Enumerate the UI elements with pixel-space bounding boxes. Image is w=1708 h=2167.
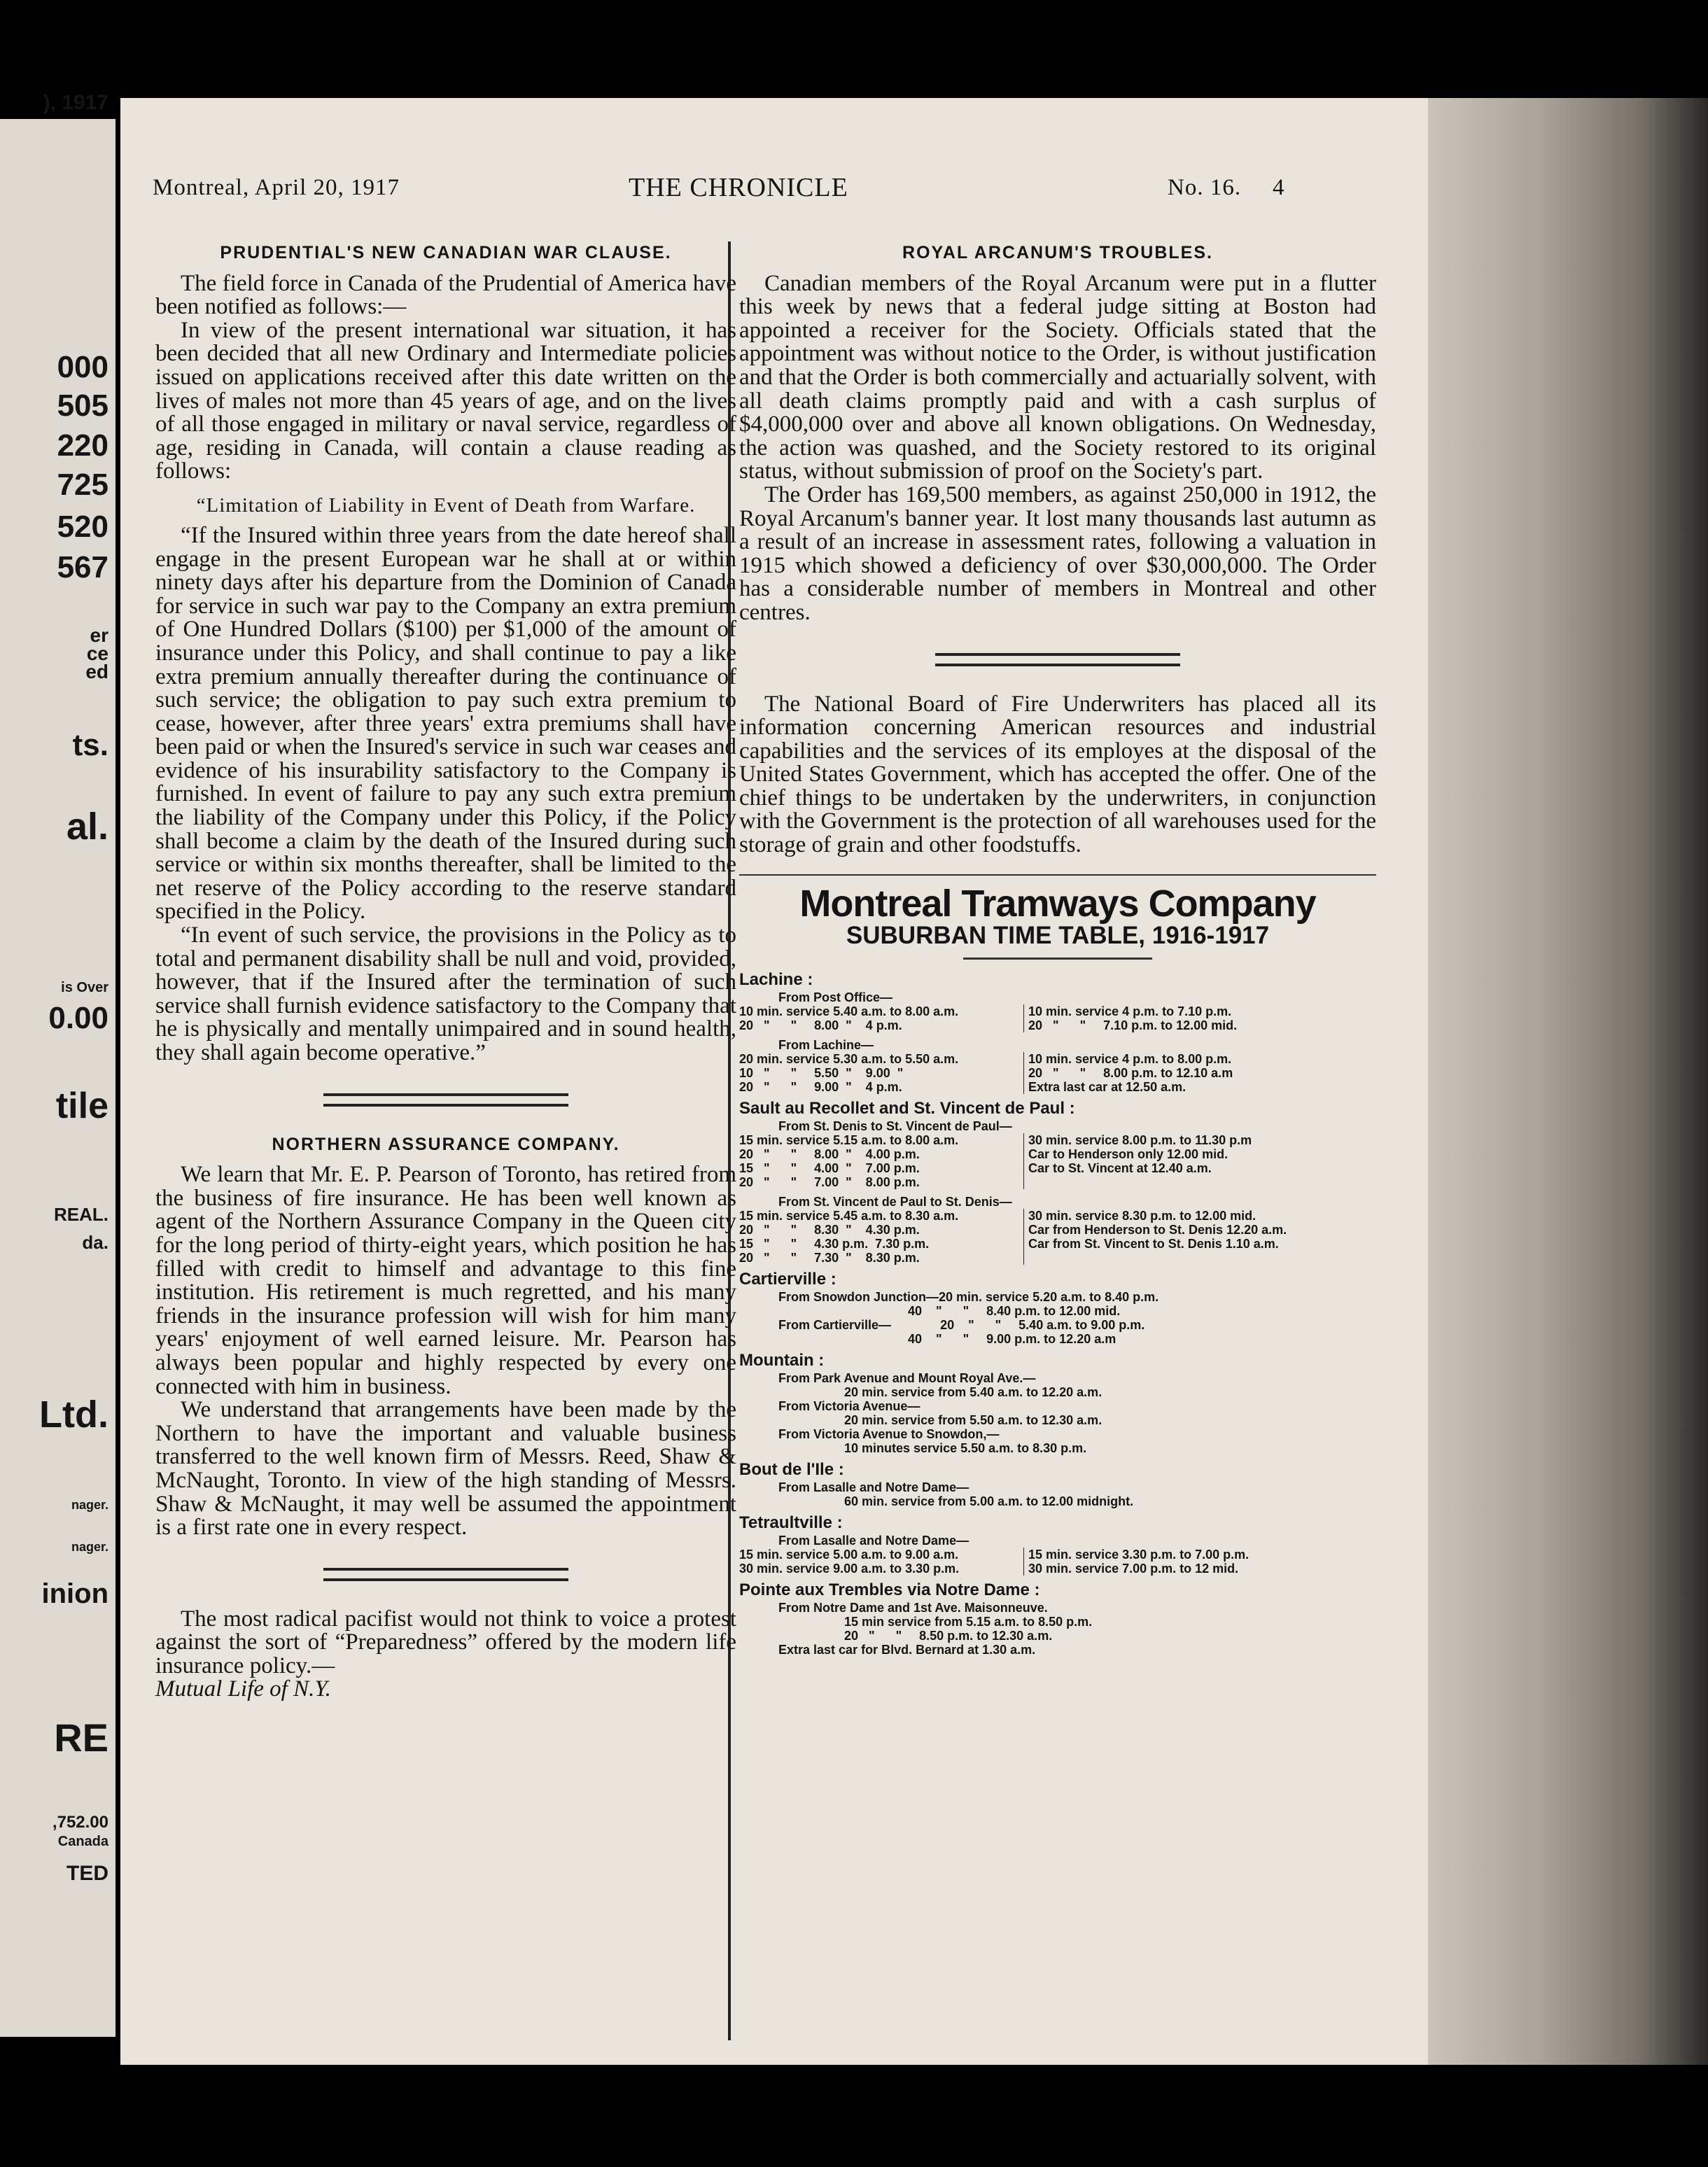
from-label: From St. Denis to St. Vincent de Paul—: [778, 1118, 1012, 1133]
header-page: 4: [1273, 175, 1285, 200]
schedule-row: 10 min. service 4 p.m. to 7.10 p.m.: [1028, 1004, 1232, 1018]
separator: [323, 1093, 568, 1107]
arcanum-p2: The Order has 169,500 members, as against 250,000 in 1912, the Royal Arcanum's banner year. It lost many thousands last autumn as a result of an increase in assessment rates, following a valuation in 1915 which showed a deficiency of over $30,000,000. The Order has a considerable number of members in Montreal and other centres.: [739, 482, 1376, 625]
fragment-text: ce: [86, 643, 108, 664]
arcanum-heading: ROYAL ARCANUM'S TROUBLES.: [902, 243, 1213, 262]
fragment-text: Ltd.: [39, 1394, 108, 1436]
fragment-text: nager.: [71, 1498, 108, 1512]
schedule-row: 10 " " 5.50 " 9.00 ": [739, 1065, 904, 1080]
pacifist-source: Mutual Life of N.Y.: [155, 1676, 331, 1702]
fragment-text: ts.: [72, 728, 108, 762]
prudential-p3: “If the Insured within three years from the date hereof shall engage in the present European war he shall at or within ninety days after his departure from the Dominion of Canada for service in such war pay to the Company an extra premium of One Hundred Dollars ($100) per $1,000 of the amount of insurance under this Policy, and shall continue to pay a like extra premium annually thereafter during the continuance of such service; the obligation to pay such extra premium to cease, however, after three years' extra premiums shall have been paid or when the Insured's service in such war ceases and evidence of his insurability satisfactory to the Company is furnished. In event of failure to pay any such extra premium the liability of the Company under this Policy, if the Policy shall become a claim by the death of the Insured during such service or within six months thereafter, shall be limited to the net reserve of the Policy according to the reserve standard specified in the Policy.: [155, 522, 736, 925]
schedule-row: 20 " " 7.30 " 8.30 p.m.: [739, 1250, 920, 1265]
separator: [323, 1568, 568, 1581]
schedule-row: 30 min. service 8.00 p.m. to 11.30 p.m: [1028, 1132, 1252, 1147]
fragment-text: da.: [82, 1232, 108, 1253]
schedule-row: From Notre Dame and 1st Ave. Maisonneuve.: [778, 1600, 1048, 1615]
schedule-row: 40 " " 9.00 p.m. to 12.20 a.m: [778, 1331, 1116, 1346]
fragment-text: 567: [57, 550, 108, 584]
tramways-title: Montreal Tramways Company: [799, 882, 1316, 925]
fragment-text: 000: [57, 350, 108, 384]
schedule-row: 30 min. service 7.00 p.m. to 12 mid.: [1028, 1561, 1239, 1576]
schedule-row: 20 " " 8.30 " 4.30 p.m.: [739, 1222, 920, 1237]
schedule-row: 15 " " 4.00 " 7.00 p.m.: [739, 1160, 920, 1175]
schedule-row: 20 " " 7.10 p.m. to 12.00 mid.: [1028, 1018, 1238, 1032]
prudential-p1: The field force in Canada of the Prudential of America have been notified as follows:—: [155, 270, 736, 320]
tramways-subtitle: SUBURBAN TIME TABLE, 1916-1917: [846, 922, 1270, 950]
fragment-text: 505: [57, 388, 108, 423]
schedule-row: 15 min. service 5.45 a.m. to 8.30 a.m.: [739, 1208, 959, 1223]
fragment-text: ed: [85, 661, 108, 682]
schedule-row: From Park Avenue and Mount Royal Ave.—: [778, 1370, 1036, 1385]
left-column: [155, 241, 736, 1702]
section-mountain: Mountain :: [739, 1350, 825, 1370]
schedule-row: From Victoria Avenue to Snowdon,—: [778, 1426, 1000, 1441]
fragment-text: RE: [54, 1716, 108, 1760]
from-label: From Lasalle and Notre Dame—: [778, 1533, 969, 1548]
pacifist-text: The most radical pacifist would not think to voice a protest against the sort of “Preparedness” offered by the modern life insurance policy.— Mutual Life of N.Y.: [155, 1606, 736, 1702]
schedule-row: 20 min. service 5.30 a.m. to 5.50 a.m.: [739, 1051, 959, 1066]
schedule-grid: [739, 1548, 1376, 1576]
schedule-grid: [739, 1209, 1376, 1265]
fragment-text: inion: [41, 1578, 108, 1609]
schedule-row: From Victoria Avenue—: [778, 1398, 920, 1413]
schedule-row: 30 min. service 8.30 p.m. to 12.00 mid.: [1028, 1208, 1256, 1223]
schedule-grid: [739, 1004, 1376, 1032]
from-label: From St. Vincent de Paul to St. Denis—: [778, 1194, 1012, 1209]
schedule-row: Extra last car at 12.50 a.m.: [1028, 1079, 1186, 1094]
schedule-row: 15 min. service 3.30 p.m. to 7.00 p.m.: [1028, 1547, 1250, 1562]
fragment-text: 725: [57, 468, 108, 502]
prudential-p4: “In event of such service, the provisions in the Policy as to total and permanent disability shall be null and void, provided, however, that if the Insured after the termination of such service shall furnish evidence satisfactory to the Company that he is physically and mentally unimpaired and in sound health, they shall again become operative.”: [155, 923, 736, 1065]
prudential-p2: In view of the present international war situation, it has been decided that all new Ordinary and Intermediate policies issued on applications received after this date written on the lives of males not more than 45 years of age, and on the lives of all those engaged in military or naval service, regardless of age, residing in Canada, will contain a clause reading as follows:: [155, 317, 736, 484]
section-pointe-aux-trembles: Pointe aux Trembles via Notre Dame :: [739, 1580, 1040, 1599]
schedule-row: 20 min. service from 5.50 a.m. to 12.30 a.m.: [844, 1412, 1102, 1427]
fragment-text: tile: [55, 1086, 108, 1126]
schedule-row: 15 min. service 5.00 a.m. to 9.00 a.m.: [739, 1547, 959, 1562]
clause-heading: “Limitation of Liability in Event of Death from Warfare.: [196, 493, 696, 517]
schedule-grid: [739, 1133, 1376, 1189]
header-number: No. 16.: [1168, 175, 1242, 200]
fragment-text: al.: [66, 806, 108, 848]
right-column: [739, 241, 1376, 1657]
schedule-row: 10 minutes service 5.50 a.m. to 8.30 p.m.: [844, 1440, 1087, 1455]
fragment-text: Canada: [57, 1834, 108, 1849]
northern-p1: We learn that Mr. E. P. Pearson of Toronto, has retired from the business of fire insurance. He has been well known as agent of the Northern Assurance Company in the Queen city for the long period of thirty-eight years, which position he has filled with credit to himself and advantage to this fine institution. His retirement is much regretted, and his many friends in the insurance profession will wish for him many years' enjoyment of well earned leisure. Mr. Pearson has always been popular and highly respected by every one connected with him in business.: [155, 1162, 736, 1399]
schedule-row: 20 " " 8.00 p.m. to 12.10 a.m: [1028, 1065, 1233, 1080]
section-cartierville: Cartierville :: [739, 1269, 836, 1289]
schedule-row: Car from St. Vincent to St. Denis 1.10 a.m.: [1028, 1236, 1279, 1251]
schedule-row: Car from Henderson to St. Denis 12.20 a.m.: [1028, 1222, 1287, 1237]
fragment-text: nager.: [71, 1540, 108, 1554]
fragment-text: 520: [57, 510, 108, 544]
prudential-heading: PRUDENTIAL'S NEW CANADIAN WAR CLAUSE.: [220, 243, 672, 262]
schedule-row: 15 " " 4.30 p.m. 7.30 p.m.: [739, 1236, 930, 1251]
schedule-row: 20 " " 9.00 " 4 p.m.: [739, 1079, 902, 1094]
schedule-row: 20 " " 8.50 p.m. to 12.30 a.m.: [844, 1628, 1053, 1643]
schedule-row: Car to Henderson only 12.00 mid.: [1028, 1146, 1228, 1161]
schedule-row: From Lasalle and Notre Dame—: [778, 1480, 969, 1494]
fragment-text: is Over: [61, 980, 108, 995]
page-edge-stack: [1428, 98, 1708, 2065]
schedule-row: 15 min service from 5.15 a.m. to 8.50 p.m.: [844, 1614, 1093, 1629]
separator: [935, 653, 1180, 666]
schedule-row: 20 " " 7.00 " 8.00 p.m.: [739, 1174, 920, 1189]
schedule-row: 60 min. service from 5.00 a.m. to 12.00 midnight.: [844, 1494, 1134, 1508]
fragment-text: REAL.: [54, 1204, 108, 1225]
fragment-text: TED: [66, 1862, 108, 1885]
adjacent-page-strip: [0, 91, 115, 2037]
schedule-row: From Snowdon Junction—20 min. service 5.20 a.m. to 8.40 p.m.: [778, 1289, 1159, 1304]
schedule-row: Car to St. Vincent at 12.40 a.m.: [1028, 1160, 1212, 1175]
arcanum-p1: Canadian members of the Royal Arcanum were put in a flutter this week by news that a federal judge sitting at Boston had appointed a receiver for the Society. Officials stated that the appointment was without notice to the Order, is without justification and that the Order is both commercially and actuarially solvent, with all death claims promptly paid and with a cash surplus of $4,000,000 over and above all known obligations. On Wednesday, the action was quashed, and the Society restored to its original status, without submission of proof on the Society's part.: [739, 270, 1376, 484]
schedule-row: 20 " " 8.00 " 4.00 p.m.: [739, 1146, 920, 1161]
header-place-date: Montreal, April 20, 1917: [153, 175, 400, 200]
fragment-text: 0.00: [48, 1001, 108, 1035]
schedule-row: 30 min. service 9.00 a.m. to 3.30 p.m.: [739, 1561, 960, 1576]
section-tetraultville: Tetraultville :: [739, 1513, 843, 1532]
header-title: THE CHRONICLE: [629, 173, 848, 202]
schedule-row: 10 min. service 5.40 a.m. to 8.00 a.m.: [739, 1004, 959, 1018]
section-bout-de-lile: Bout de l'Ile :: [739, 1459, 844, 1479]
from-label: From Post Office—: [778, 990, 893, 1004]
fragment-text: ), 1917: [43, 91, 108, 114]
schedule-row: From Cartierville— 20 " " 5.40 a.m. to 9.00 p.m.: [778, 1317, 1145, 1332]
section-sault: Sault au Recollet and St. Vincent de Paul :: [739, 1098, 1075, 1118]
fragment-text: ,752.00: [52, 1813, 108, 1832]
schedule-grid: [739, 1052, 1376, 1094]
section-lachine: Lachine :: [739, 969, 813, 989]
schedule-row: 20 min. service from 5.40 a.m. to 12.20 a.m.: [844, 1384, 1102, 1399]
newspaper-page: [120, 98, 1428, 2065]
schedule-row: 40 " " 8.40 p.m. to 12.00 mid.: [778, 1303, 1121, 1318]
fragment-text: 220: [57, 428, 108, 463]
schedule-row: 15 min. service 5.15 a.m. to 8.00 a.m.: [739, 1132, 959, 1147]
northern-heading: NORTHERN ASSURANCE COMPANY.: [272, 1134, 620, 1154]
schedule-row: Extra last car for Blvd. Bernard at 1.30 a.m.: [778, 1642, 1036, 1657]
from-label: From Lachine—: [778, 1037, 874, 1052]
fragment-text: er: [90, 624, 108, 646]
fire-board-p1: The National Board of Fire Underwriters has placed all its information concerning American resources and industrial capabilities and the services of its employes at the disposal of the United States Government, which has accepted the offer. One of the chief things to be undertaken by the underwriters, in conjunction with the Government is the protection of all warehouses used for the storage of grain and other foodstuffs.: [739, 691, 1376, 858]
rule: [963, 958, 1152, 960]
page-header: [153, 175, 1399, 217]
timetable: [739, 969, 1376, 1657]
rule: [739, 874, 1376, 876]
schedule-row: 20 " " 8.00 " 4 p.m.: [739, 1018, 902, 1032]
schedule-row: 10 min. service 4 p.m. to 8.00 p.m.: [1028, 1051, 1232, 1066]
northern-p2: We understand that arrangements have been made by the Northern to have the important and valuable business transferred to the well known firm of Messrs. Reed, Shaw & McNaught, Toronto. In view of the high standing of Messrs. Shaw & McNaught, it may well be assumed the appointment is a first rate one in every respect.: [155, 1397, 736, 1541]
